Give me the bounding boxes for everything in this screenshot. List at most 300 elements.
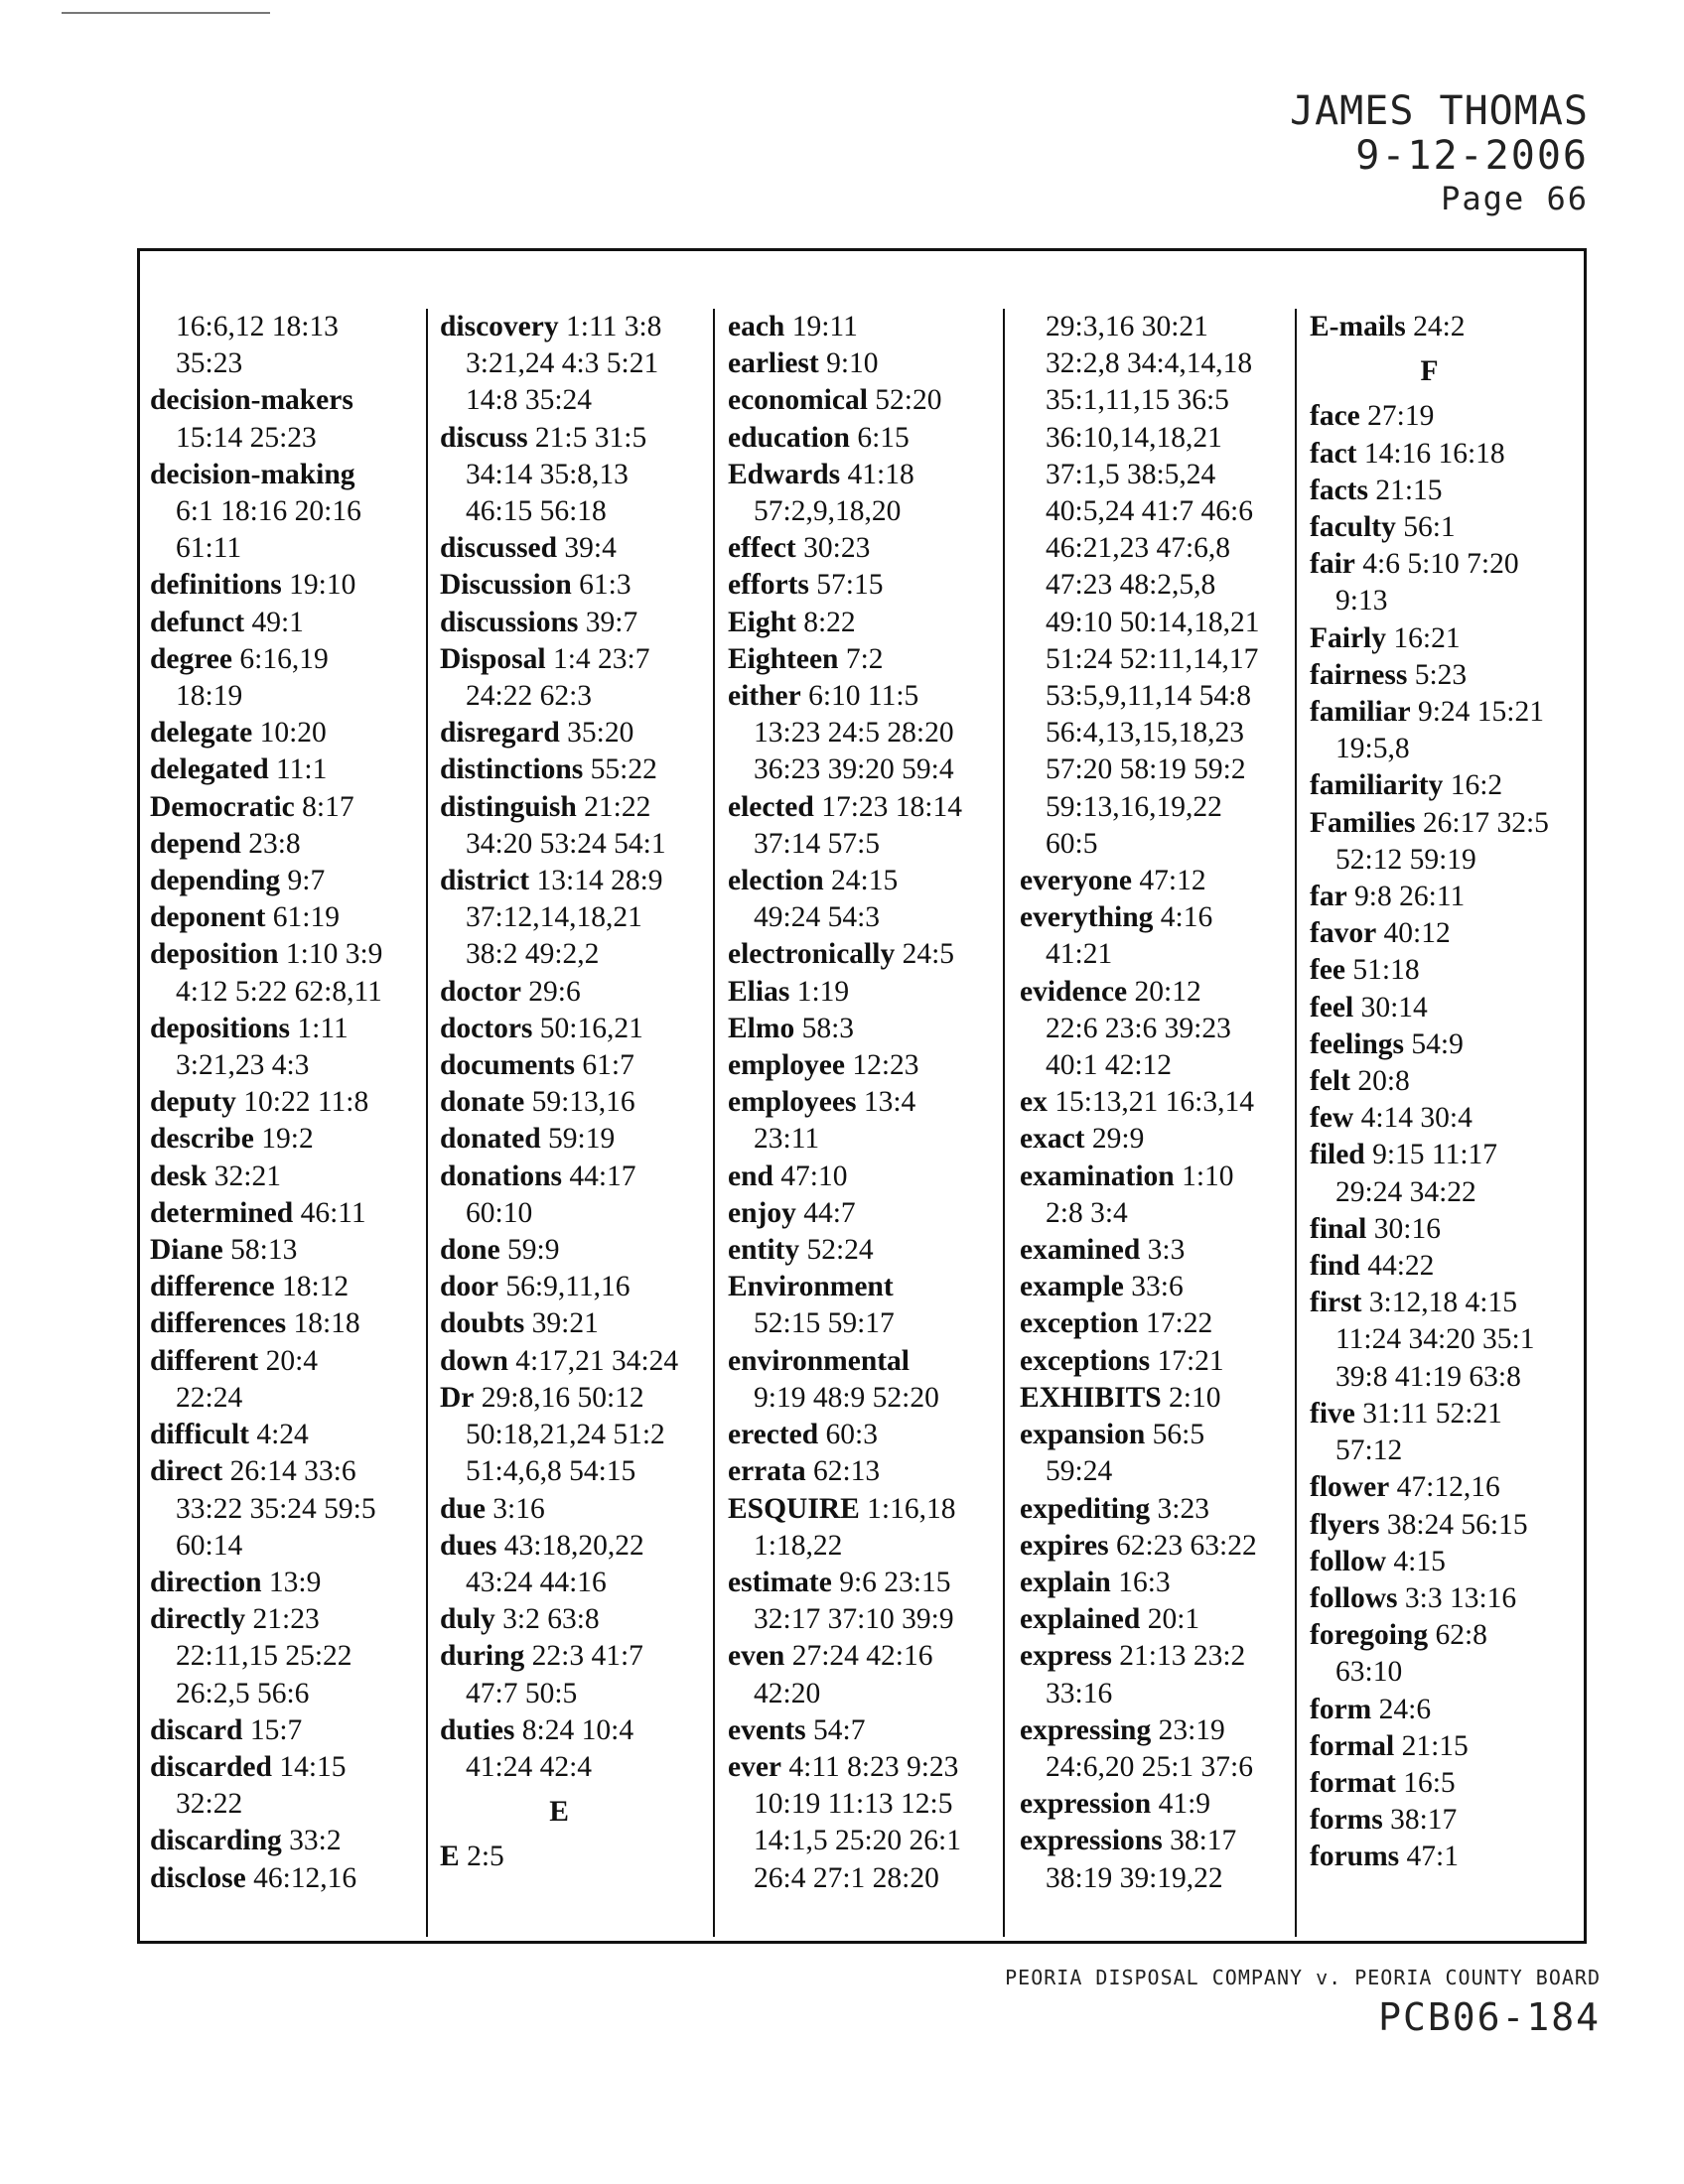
index-entry	[150, 715, 382, 751]
index-term: Eight	[728, 606, 796, 638]
index-term: feelings	[1310, 1027, 1405, 1060]
page-line-refs: 41:18	[840, 458, 914, 490]
index-term: feel	[1310, 991, 1354, 1024]
index-entry	[728, 420, 962, 457]
page-line-refs: 52:15 59:17	[754, 1307, 895, 1340]
page-line-refs: 43:24 44:16	[466, 1566, 607, 1598]
index-term: follow	[1310, 1545, 1387, 1577]
page-line-refs: 46:12,16	[245, 1861, 357, 1894]
index-term: erected	[728, 1419, 819, 1451]
index-entry-continuation	[728, 1786, 962, 1823]
index-term: donate	[440, 1086, 525, 1119]
index-term: E-mails	[1310, 311, 1406, 342]
index-entry-continuation	[1020, 678, 1260, 715]
index-entry	[150, 1823, 382, 1859]
index-entry	[728, 641, 962, 678]
index-entry	[1310, 1802, 1549, 1839]
index-entry-continuation	[1310, 1654, 1549, 1691]
page-line-refs: 38:19 39:19,22	[1046, 1861, 1223, 1894]
page-line-refs: 20:12	[1127, 975, 1201, 1008]
index-entry-continuation	[728, 715, 962, 751]
index-term: defunct	[150, 606, 245, 638]
top-rule	[62, 12, 270, 14]
index-entry-continuation	[728, 1121, 962, 1158]
index-entry	[1310, 1544, 1549, 1580]
page-line-refs: 13:9	[261, 1566, 322, 1598]
page-line-refs: 61:7	[575, 1049, 634, 1082]
index-entry-continuation	[1020, 309, 1260, 345]
index-term: duly	[440, 1603, 495, 1636]
index-entry	[1020, 1786, 1260, 1823]
index-entry	[728, 1491, 962, 1528]
page-line-refs: 37:12,14,18,21	[466, 901, 642, 934]
index-entry-continuation	[150, 530, 382, 567]
deposition-date: 9-12-2006	[1355, 133, 1589, 179]
index-entry	[1310, 473, 1549, 509]
index-entry-continuation	[1310, 1174, 1549, 1211]
index-term: expires	[1020, 1529, 1109, 1562]
page-line-refs: 21:13 23:2	[1111, 1640, 1246, 1673]
index-term: determined	[150, 1196, 294, 1229]
index-entry	[150, 1084, 382, 1121]
page-line-refs: 60:5	[1046, 827, 1098, 860]
page-line-refs: 3:3 13:16	[1397, 1581, 1517, 1614]
index-entry	[1020, 1084, 1260, 1121]
index-entry	[728, 936, 962, 973]
page-line-refs: 4:11 8:23 9:23	[781, 1750, 959, 1783]
page-line-refs: 15:13,21 16:3,14	[1047, 1086, 1254, 1119]
index-entry	[1310, 1063, 1549, 1100]
index-entry	[440, 1232, 678, 1269]
index-entry	[150, 1343, 382, 1380]
index-entry	[728, 1453, 962, 1490]
index-entry	[1310, 1580, 1549, 1617]
index-term: disregard	[440, 717, 560, 750]
index-term: expression	[1020, 1788, 1152, 1821]
page-line-refs: 3:23	[1150, 1492, 1209, 1525]
index-term: filed	[1310, 1139, 1365, 1171]
index-term: Fairly	[1310, 621, 1387, 654]
index-entry	[1310, 1692, 1549, 1728]
index-entry	[1020, 1121, 1260, 1158]
index-term: degree	[150, 642, 232, 675]
index-entry	[440, 1121, 678, 1158]
index-entry	[150, 936, 382, 973]
index-entry	[1020, 1565, 1260, 1601]
index-entry	[150, 1159, 382, 1195]
page-line-refs: 18:18	[286, 1307, 360, 1340]
index-term: explain	[1020, 1566, 1111, 1598]
index-term: expansion	[1020, 1419, 1146, 1451]
index-term: down	[440, 1344, 508, 1377]
page-line-refs: 26:17 32:5	[1415, 806, 1549, 839]
index-entry-continuation	[1020, 1195, 1260, 1232]
index-term: expediting	[1020, 1492, 1151, 1525]
index-entry-continuation	[150, 1047, 382, 1084]
page-line-refs: 57:12	[1335, 1434, 1403, 1467]
index-entry	[440, 1380, 678, 1417]
index-term: desk	[150, 1160, 208, 1192]
page-line-refs: 13:4	[856, 1086, 916, 1119]
page-line-refs: 10:19 11:13 12:5	[754, 1788, 953, 1821]
index-term: form	[1310, 1693, 1372, 1725]
page-line-refs: 4:12 5:22 62:8,11	[176, 975, 382, 1008]
page-line-refs: 19:5,8	[1335, 733, 1410, 765]
page-line-refs: 16:2	[1443, 769, 1503, 802]
page-line-refs: 55:22	[583, 753, 657, 786]
page-line-refs: 10:22 11:8	[235, 1086, 369, 1119]
page-line-refs: 62:13	[805, 1455, 881, 1488]
page-line-refs: 17:22	[1138, 1307, 1213, 1340]
index-entry	[1020, 1269, 1260, 1305]
index-term: estimate	[728, 1566, 832, 1598]
index-term: election	[728, 865, 824, 897]
page-line-refs: 4:14 30:4	[1353, 1102, 1473, 1135]
index-term: efforts	[728, 569, 809, 602]
index-entry	[1310, 1137, 1549, 1173]
index-term: forms	[1310, 1804, 1383, 1837]
index-entry-continuation	[1020, 715, 1260, 751]
page-line-refs: 1:18,22	[754, 1529, 843, 1562]
page-line-refs: 37:1,5 38:5,24	[1046, 458, 1216, 490]
index-term: Edwards	[728, 458, 841, 490]
page-line-refs: 20:1	[1140, 1603, 1200, 1636]
page-line-refs: 24:6	[1371, 1693, 1432, 1725]
index-term: felt	[1310, 1065, 1350, 1098]
page-line-refs: 49:10 50:14,18,21	[1046, 606, 1260, 638]
page-line-refs: 29:3,16 30:21	[1046, 311, 1208, 342]
page-line-refs: 27:19	[1359, 400, 1435, 433]
index-term: ex	[1020, 1086, 1048, 1119]
page-line-refs: 24:5	[895, 938, 955, 971]
index-term: entity	[728, 1234, 800, 1267]
index-term: forums	[1310, 1841, 1400, 1873]
index-entry	[440, 1528, 678, 1565]
index-entry	[150, 1305, 382, 1342]
index-entry	[150, 1121, 382, 1158]
index-entry	[1310, 1728, 1549, 1765]
index-entry	[150, 751, 382, 788]
index-entry-continuation	[728, 1305, 962, 1342]
page-line-refs: 16:6,12 18:13	[176, 311, 339, 342]
index-entry-continuation	[1310, 1321, 1549, 1358]
index-entry-continuation	[1020, 420, 1260, 457]
index-entry	[440, 567, 678, 604]
page-line-refs: 5:23	[1407, 658, 1468, 691]
index-entry	[1310, 657, 1549, 694]
index-term: done	[440, 1234, 500, 1267]
index-entry-continuation	[1020, 382, 1260, 419]
index-term: either	[728, 680, 801, 713]
index-entry	[440, 420, 678, 457]
index-entry-continuation	[728, 1380, 962, 1417]
index-term: decision-makers	[150, 384, 353, 417]
page-line-refs: 39:7	[578, 606, 638, 638]
page-line-refs: 46:15 56:18	[466, 495, 607, 528]
index-term: district	[440, 865, 530, 897]
page-line-refs: 47:10	[772, 1160, 848, 1192]
index-entry-continuation	[440, 899, 678, 936]
page-line-refs: 16:3	[1110, 1566, 1171, 1598]
index-entry	[728, 530, 962, 567]
index-entry-continuation	[1020, 751, 1260, 788]
page-line-refs: 32:22	[176, 1788, 243, 1821]
index-term: environmental	[728, 1344, 911, 1377]
index-term: economical	[728, 384, 868, 417]
index-term: Discussion	[440, 569, 572, 602]
page-line-refs: 41:9	[1151, 1788, 1211, 1821]
page-line-refs: 46:11	[293, 1196, 366, 1229]
page-line-refs: 38:2 49:2,2	[466, 938, 600, 971]
index-entry	[150, 605, 382, 641]
index-entry	[728, 1047, 962, 1084]
index-term: deputy	[150, 1086, 236, 1119]
index-entry	[150, 382, 382, 419]
index-entry-continuation	[728, 826, 962, 863]
page-line-refs: 1:4 23:7	[545, 642, 650, 675]
page-line-refs: 14:8 35:24	[466, 384, 593, 417]
index-entry	[728, 1638, 962, 1675]
index-entry	[728, 1232, 962, 1269]
page-line-refs: 62:23 63:22	[1108, 1529, 1257, 1562]
page-line-refs: 4:24	[248, 1419, 309, 1451]
index-term: flower	[1310, 1471, 1390, 1504]
page-line-refs: 27:24 42:16	[784, 1640, 933, 1673]
page-line-refs: 26:14 33:6	[222, 1455, 356, 1488]
index-entry	[1310, 1765, 1549, 1802]
page-line-refs: 22:3 41:7	[524, 1640, 643, 1673]
index-entry-continuation	[728, 493, 962, 530]
index-entry-continuation	[728, 1823, 962, 1859]
page-line-refs: 4:6 5:10 7:20	[1354, 548, 1519, 581]
page-line-refs: 20:4	[258, 1344, 319, 1377]
index-term: discard	[150, 1713, 243, 1746]
index-term: Elias	[728, 975, 790, 1008]
index-entry-continuation	[440, 826, 678, 863]
index-term: discussed	[440, 532, 558, 565]
page-line-refs: 9:7	[280, 865, 326, 897]
page-line-refs: 14:1,5 25:20 26:1	[754, 1825, 961, 1857]
page-line-refs: 21:15	[1394, 1729, 1469, 1762]
page-line-refs: 62:8	[1428, 1619, 1487, 1652]
index-entry-continuation	[150, 1528, 382, 1565]
index-term: elected	[728, 790, 814, 823]
index-entry	[150, 1269, 382, 1305]
index-entry	[728, 309, 962, 345]
page-line-refs: 35:1,11,15 36:5	[1046, 384, 1229, 417]
index-entry	[728, 457, 962, 493]
index-entry	[440, 1491, 678, 1528]
page-line-refs: 34:14 35:8,13	[466, 458, 629, 490]
page-line-refs: 16:21	[1386, 621, 1461, 654]
index-term: distinctions	[440, 753, 584, 786]
index-entry	[150, 826, 382, 863]
index-entry	[728, 863, 962, 899]
index-term: doctor	[440, 975, 521, 1008]
index-term: example	[1020, 1271, 1124, 1303]
page-line-refs: 33:2	[281, 1825, 342, 1857]
index-entry-continuation	[150, 974, 382, 1011]
index-entry	[1020, 1305, 1260, 1342]
index-term: Environment	[728, 1271, 894, 1303]
index-entry	[1020, 1159, 1260, 1195]
index-entry	[1310, 990, 1549, 1026]
page-line-refs: 63:10	[1335, 1656, 1403, 1689]
page-line-refs: 13:14 28:9	[529, 865, 663, 897]
index-term: find	[1310, 1250, 1360, 1283]
index-entry	[1310, 915, 1549, 952]
column-divider	[1003, 309, 1005, 1937]
index-entry	[1020, 1343, 1260, 1380]
index-entry	[1310, 694, 1549, 731]
index-entry	[728, 789, 962, 826]
page-line-refs: 30:23	[795, 532, 871, 565]
index-entry-continuation	[1020, 641, 1260, 678]
index-term: exact	[1020, 1123, 1085, 1156]
page-line-refs: 47:1	[1399, 1841, 1459, 1873]
index-column-2	[440, 309, 678, 1876]
index-term: examination	[1020, 1160, 1175, 1192]
index-entry	[150, 1232, 382, 1269]
page-line-refs: 33:6	[1123, 1271, 1184, 1303]
page-line-refs: 23:11	[754, 1123, 820, 1156]
index-entry	[1310, 436, 1549, 473]
index-entry	[728, 1417, 962, 1453]
index-entry	[440, 1084, 678, 1121]
page-line-refs: 3:16	[485, 1492, 545, 1525]
index-entry	[1020, 1232, 1260, 1269]
column-divider	[1295, 309, 1297, 1937]
page-line-refs: 35:23	[176, 347, 243, 380]
page-line-refs: 40:5,24 41:7 46:6	[1046, 495, 1253, 528]
page-line-refs: 24:2	[1405, 311, 1466, 342]
index-entry-continuation	[1020, 345, 1260, 382]
index-term: express	[1020, 1640, 1112, 1673]
index-term: delegate	[150, 717, 253, 750]
index-entry-continuation	[440, 678, 678, 715]
index-term: far	[1310, 881, 1347, 913]
index-entry	[728, 678, 962, 715]
page-line-refs: 32:2,8 34:4,14,18	[1046, 347, 1253, 380]
page-line-refs: 47:12,16	[1389, 1471, 1500, 1504]
index-entry	[440, 1638, 678, 1675]
index-term: Families	[1310, 806, 1416, 839]
page-line-refs: 47:12	[1132, 865, 1206, 897]
page-line-refs: 58:3	[794, 1012, 855, 1044]
index-entry	[150, 1565, 382, 1601]
index-entry-continuation	[728, 1528, 962, 1565]
index-term: Eighteen	[728, 642, 839, 675]
index-entry-continuation	[150, 420, 382, 457]
index-entry-continuation	[440, 382, 678, 419]
page-line-refs: 1:16,18	[859, 1492, 956, 1525]
index-entry	[440, 1343, 678, 1380]
index-entry-continuation	[1020, 1860, 1260, 1897]
page-line-refs: 41:21	[1046, 938, 1113, 971]
index-column-4	[1020, 309, 1260, 1897]
page-line-refs: 21:22	[576, 790, 651, 823]
index-term: discovery	[440, 311, 559, 342]
page-line-refs: 49:24 54:3	[754, 901, 881, 934]
index-column-3	[728, 309, 962, 1897]
index-entry-continuation	[150, 1786, 382, 1823]
page-line-refs: 14:16 16:18	[1356, 437, 1505, 470]
page-line-refs: 52:24	[799, 1234, 874, 1267]
index-entry-continuation	[1310, 842, 1549, 879]
index-entry	[728, 1159, 962, 1195]
page-line-refs: 57:20 58:19 59:2	[1046, 753, 1246, 786]
page-line-refs: 61:11	[176, 532, 242, 565]
index-entry	[728, 1343, 962, 1380]
index-entry	[1310, 309, 1549, 345]
index-entry-continuation	[150, 1638, 382, 1675]
page-line-refs: 36:10,14,18,21	[1046, 421, 1222, 454]
page-line-refs: 3:12,18 4:15	[1361, 1287, 1517, 1319]
page-line-refs: 29:8,16 50:12	[474, 1381, 644, 1414]
section-letter: F	[1420, 355, 1439, 388]
index-entry	[440, 1712, 678, 1749]
index-entry	[1310, 509, 1549, 546]
index-term: expressing	[1020, 1713, 1152, 1746]
index-entry	[150, 1712, 382, 1749]
index-entry	[728, 1195, 962, 1232]
index-entry-continuation	[150, 345, 382, 382]
index-entry	[728, 1011, 962, 1047]
page-line-refs: 22:24	[176, 1381, 243, 1414]
page-line-refs: 2:8 3:4	[1046, 1196, 1128, 1229]
index-entry-continuation	[1310, 731, 1549, 767]
index-entry	[150, 863, 382, 899]
index-entry	[728, 974, 962, 1011]
page-line-refs: 9:10	[818, 347, 879, 380]
page-line-refs: 46:21,23 47:6,8	[1046, 532, 1231, 565]
index-term: end	[728, 1160, 773, 1192]
index-entry	[150, 789, 382, 826]
index-entry	[1310, 1507, 1549, 1544]
page-line-refs: 40:12	[1376, 917, 1451, 950]
page-line-refs: 30:16	[1366, 1212, 1441, 1245]
index-term: exception	[1020, 1307, 1139, 1340]
index-entry-continuation	[440, 1676, 678, 1712]
index-term: documents	[440, 1049, 576, 1082]
index-term: expressions	[1020, 1825, 1163, 1857]
index-term: difference	[150, 1271, 275, 1303]
index-entry	[1310, 546, 1549, 583]
page-line-refs: 60:10	[466, 1196, 533, 1229]
index-entry	[440, 530, 678, 567]
index-term: employees	[728, 1086, 857, 1119]
index-entry-continuation	[1310, 583, 1549, 619]
index-entry-continuation	[1020, 1453, 1260, 1490]
index-term: ever	[728, 1750, 782, 1783]
index-term: five	[1310, 1397, 1355, 1430]
page-line-refs: 61:19	[265, 901, 340, 934]
page-line-refs: 9:13	[1335, 585, 1388, 617]
index-entry	[440, 1159, 678, 1195]
page-line-refs: 30:14	[1353, 991, 1428, 1024]
index-entry	[728, 1712, 962, 1749]
index-term: disclose	[150, 1861, 246, 1894]
page-line-refs: 33:16	[1046, 1677, 1113, 1709]
index-entry-continuation	[728, 899, 962, 936]
index-term: flyers	[1310, 1508, 1380, 1541]
page-line-refs: 38:17	[1162, 1825, 1237, 1857]
index-entry-continuation	[1020, 493, 1260, 530]
page-line-refs: 59:24	[1046, 1455, 1113, 1488]
page-line-refs: 44:7	[795, 1196, 856, 1229]
page-line-refs: 23:8	[240, 827, 301, 860]
index-entry-continuation	[1020, 1047, 1260, 1084]
